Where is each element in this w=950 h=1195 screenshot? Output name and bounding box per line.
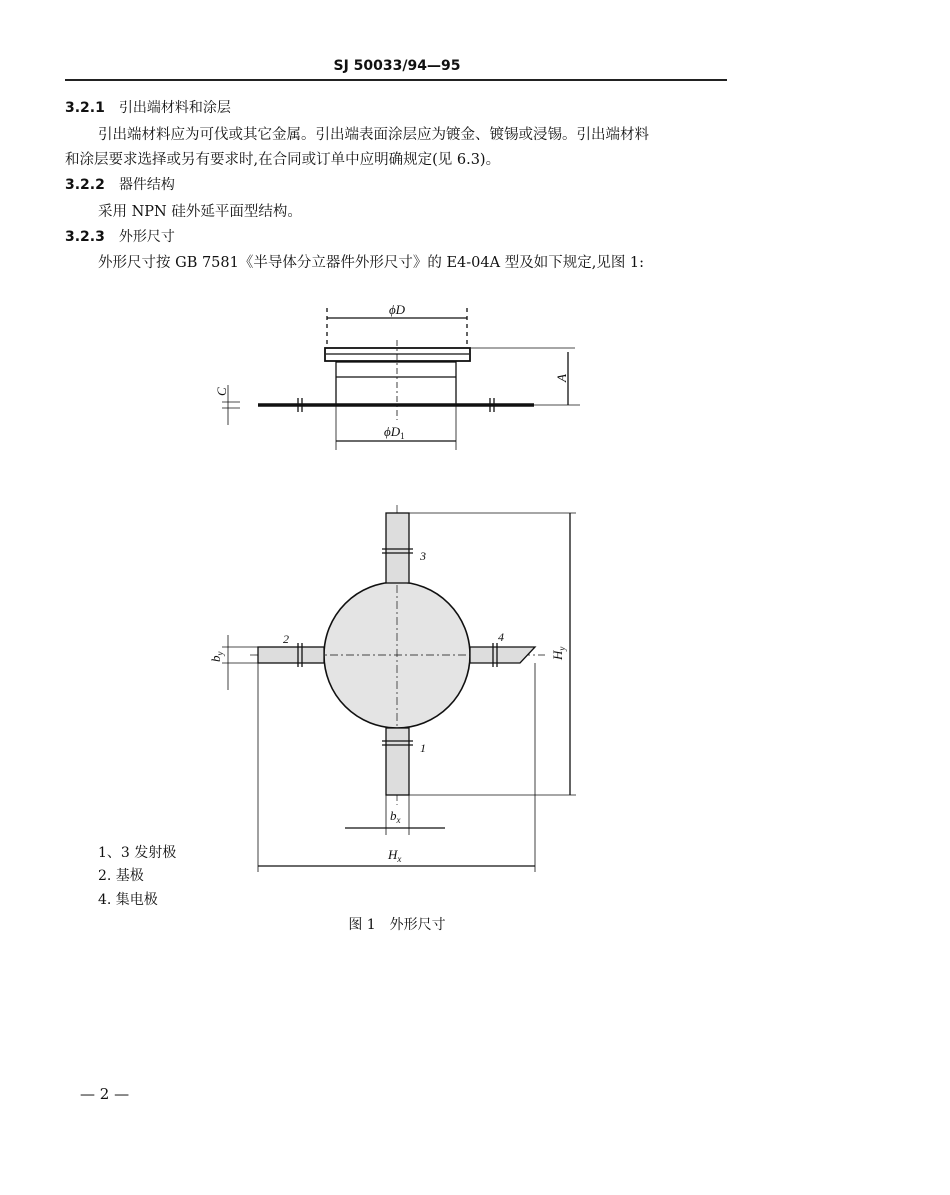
lead-number-4: 4 (498, 630, 504, 644)
section-number: 3.2.1 (65, 100, 105, 116)
figure-caption: 图 1 外形尺寸 (348, 917, 446, 933)
lead-number-1: 1 (420, 741, 426, 755)
dim-label-A: A (554, 374, 569, 382)
lead-number-2: 2 (283, 632, 289, 646)
legend-item: 1、3 发射极 (98, 845, 177, 861)
paragraph-line: 和涂层要求选择或另有要求时,在合同或订单中应明确规定(见 6.3)。 (65, 152, 501, 168)
standard-number-header: SJ 50033/94—95 (333, 58, 461, 74)
section-number: 3.2.2 (65, 177, 105, 193)
section-title: 引出端材料和涂层 (118, 100, 231, 116)
paragraph-line: 外形尺寸按 GB 7581《半导体分立器件外形尺寸》的 E4-04A 型及如下规定,见图 1: (98, 255, 645, 271)
paragraph-line: 引出端材料应为可伐或其它金属。引出端表面涂层应为镀金、镀锡或浸锡。引出端材料 (98, 127, 649, 143)
dim-label-by: $b_y$ (208, 651, 225, 662)
dim-label-D: ϕD (388, 302, 406, 317)
top-view (208, 505, 576, 872)
section-title: 外形尺寸 (118, 229, 175, 245)
section-number: 3.2.3 (65, 229, 105, 245)
legend-item: 2. 基极 (98, 868, 144, 884)
side-view (214, 302, 580, 450)
dim-label-C: C (214, 387, 229, 396)
lead-number-3: 3 (420, 549, 426, 563)
section-title: 器件结构 (118, 177, 175, 193)
dim-label-Hx: $H_x$ (388, 847, 402, 864)
page-number: — 2 — (80, 1085, 130, 1103)
dim-label-D1: $\phi D_1$ (384, 424, 405, 441)
paragraph-line: 采用 NPN 硅外延平面型结构。 (98, 204, 302, 220)
legend-item: 4. 集电极 (98, 892, 158, 908)
dim-label-Hy: $H_y$ (550, 646, 567, 660)
dim-label-bx: $b_x$ (390, 808, 401, 825)
